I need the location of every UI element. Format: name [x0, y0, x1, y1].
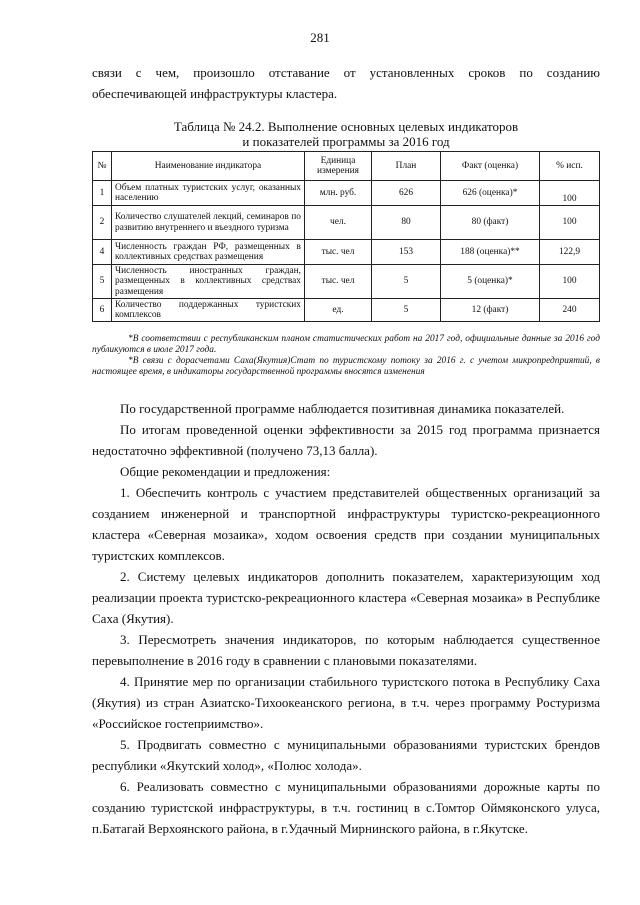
table-footnotes [92, 334, 600, 378]
footnote-2: *В связи с дорасчетами Саха(Якутия)Стат по туристскому потоку за 2016 г. с учетом микропредприятий, в настоящее время, в индикаторы государственной программы вносятся изменения [92, 356, 600, 377]
cell-num: 1 [93, 181, 112, 206]
cell-num: 6 [93, 299, 112, 322]
cell-pct: 122,9 [540, 240, 600, 265]
table-title [92, 119, 600, 149]
intro-line-2: обеспечивающей инфраструктуры кластера. [92, 86, 338, 101]
header-fact: Факт (оценка) [441, 152, 540, 181]
cell-unit: тыс. чел [305, 240, 372, 265]
indicators-table [92, 151, 600, 322]
cell-name: Количество поддержанных туристских комплексов [112, 299, 305, 322]
recommendation-2: 2. Систему целевых индикаторов дополнить показателем, характеризующим ход реализации проекта туристско-рекреационного кластера «Северная мозаика» в Республике Саха (Якутия). [92, 569, 600, 626]
cell-pct: 240 [540, 299, 600, 322]
page-number: 281 [310, 30, 330, 45]
cell-num: 4 [93, 240, 112, 265]
paragraph-1: По государственной программе наблюдается позитивная динамика показателей. [120, 401, 565, 416]
intro-paragraph [92, 62, 600, 104]
cell-fact: 80 (факт) [441, 206, 540, 240]
table-row [93, 206, 600, 240]
table-header-row [93, 152, 600, 181]
table-row [93, 299, 600, 322]
table-title-line-2: и показателей программы за 2016 год [242, 134, 450, 149]
recommendation-4: 4. Принятие мер по организации стабильного туристского потока в Республику Саха (Якутия) из стран Азиатско-Тихоокеанского региона, в т.ч. через программу Ростуризма «Российское гостеприимство». [92, 674, 600, 731]
table-row [93, 265, 600, 299]
table-row [93, 240, 600, 265]
table-row [93, 181, 600, 206]
cell-fact: 626 (оценка)* [441, 181, 540, 206]
cell-plan: 626 [372, 181, 441, 206]
cell-fact: 5 (оценка)* [441, 265, 540, 299]
cell-pct: 100 [540, 265, 600, 299]
recommendation-1: 1. Обеспечить контроль с участием представителей общественных организаций за созданием инженерной и транспортной инфраструктуры туристско-рекреационного кластера «Северная мозаика», ходом освоения средств при создании муниципальных туристских комплексов. [92, 485, 600, 563]
cell-unit: млн. руб. [305, 181, 372, 206]
cell-unit: тыс. чел [305, 265, 372, 299]
cell-name: Численность граждан РФ, размещенных в коллективных средствах размещения [112, 240, 305, 265]
recommendation-3: 3. Пересмотреть значения индикаторов, по которым наблюдается существенное перевыполнение в 2016 году в сравнении с плановыми показателями. [92, 632, 600, 668]
cell-fact: 188 (оценка)** [441, 240, 540, 265]
cell-fact: 12 (факт) [441, 299, 540, 322]
intro-line-1: связи с чем, произошло отставание от установленных сроков по созданию [92, 65, 600, 80]
header-name: Наименование индикатора [112, 152, 305, 181]
paragraph-3: Общие рекомендации и предложения: [120, 464, 331, 479]
recommendation-6: 6. Реализовать совместно с муниципальными образованиями дорожные карты по созданию туристской инфраструктуры, в т.ч. гостиниц в с.Томтор Оймяконского улуса, п.Батагай Верхоянского района, в г.Удачный Мирнинского района, в г.Якутске. [92, 779, 600, 836]
header-unit: Единица измерения [305, 152, 372, 181]
cell-name: Объем платных туристских услуг, оказанных населению [112, 181, 305, 206]
cell-name: Численность иностранных граждан, размещенных в коллективных средствах размещения [112, 265, 305, 299]
footnote-1: *В соответствии с республиканским планом статистических работ на 2017 год, официальные данные за 2016 год публикуются в июле 2017 года. [92, 334, 600, 355]
header-pct: % исп. [540, 152, 600, 181]
header-num: № [93, 152, 112, 181]
cell-plan: 5 [372, 299, 441, 322]
cell-unit: чел. [305, 206, 372, 240]
recommendation-5: 5. Продвигать совместно с муниципальными образованиями туристских брендов республики «Якутский холод», «Полюс холода». [92, 737, 600, 773]
cell-plan: 153 [372, 240, 441, 265]
cell-name: Количество слушателей лекций, семинаров по развитию внутреннего и въездного туризма [112, 206, 305, 240]
header-plan: План [372, 152, 441, 181]
body-text [92, 398, 600, 839]
paragraph-2: По итогам проведенной оценки эффективности за 2015 год программа признается недостаточно эффективной (получено 73,13 балла). [92, 422, 600, 458]
cell-plan: 80 [372, 206, 441, 240]
table-title-line-1: Таблица № 24.2. Выполнение основных целевых индикаторов [173, 119, 519, 134]
cell-pct: 100 [540, 206, 600, 240]
cell-unit: ед. [305, 299, 372, 322]
cell-pct: 100 [540, 181, 600, 206]
cell-num: 2 [93, 206, 112, 240]
cell-plan: 5 [372, 265, 441, 299]
cell-num: 5 [93, 265, 112, 299]
